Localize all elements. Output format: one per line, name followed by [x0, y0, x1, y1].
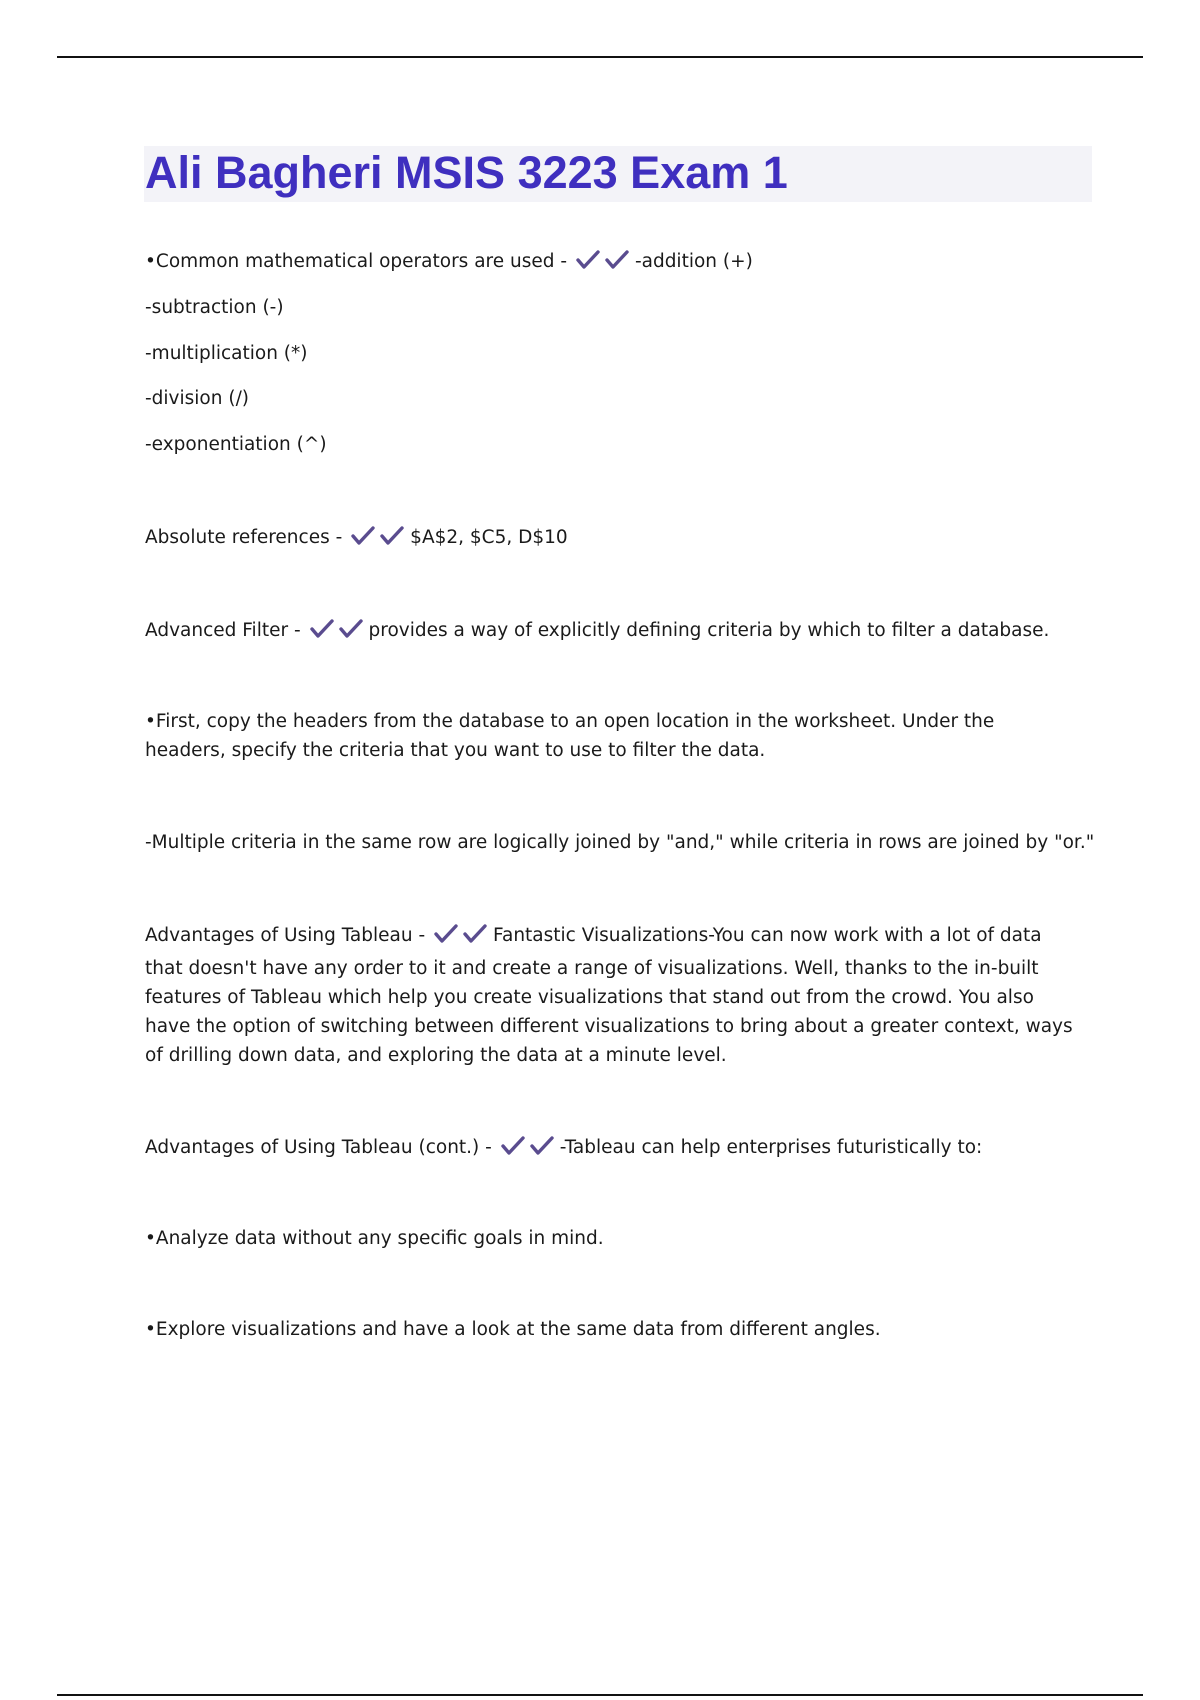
advanced-filter-step-2: -Multiple criteria in the same row are logically joined by "and," while criteria in rows are joined by "or.": [145, 832, 1095, 853]
bottom-rule: [57, 1694, 1143, 1696]
flashcard-absolute-references: [145, 523, 568, 556]
double-check-icon: [575, 249, 633, 280]
answer-text: Fantastic Visualizations-You can now work with a lot of data that doesn't have any order to it and create a range of visualizations. Well, thanks to the in-built features of Tableau which help you create visualizations that stand out from the crowd. You also have the option of switching between different visualizations to bring about a greater context, ways of drilling down data, and exploring the data at a minute level.: [145, 925, 1073, 1066]
term-text: Absolute references -: [145, 527, 343, 548]
flashcard-tableau-advantages-cont: [145, 1133, 982, 1166]
term-text: •Common mathematical operators are used -: [145, 251, 568, 272]
double-check-icon: [500, 1135, 558, 1166]
top-rule: [57, 56, 1143, 58]
operator-multiplication: -multiplication (*): [145, 343, 308, 364]
double-check-icon: [350, 525, 408, 556]
answer-text: provides a way of explicitly defining criteria by which to filter a database.: [368, 620, 1050, 641]
tableau-point-explore: •Explore visualizations and have a look at the same data from different angles.: [145, 1319, 881, 1340]
answer-text: $A$2, $C5, D$10: [410, 527, 568, 548]
operator-subtraction: -subtraction (-): [145, 297, 284, 318]
double-check-icon: [433, 923, 491, 954]
answer-text: -Tableau can help enterprises futuristically to:: [559, 1137, 983, 1158]
term-text: Advantages of Using Tableau -: [145, 925, 426, 946]
document-title: Ali Bagheri MSIS 3223 Exam 1: [145, 147, 788, 198]
advanced-filter-step-1: •First, copy the headers from the database to an open location in the worksheet. Under the headers, specify the criteria that you want to use to filter the data.: [145, 711, 995, 761]
flashcard-tableau-advantages: [145, 921, 1080, 1070]
flashcard-operators: [145, 247, 753, 280]
double-check-icon: [309, 618, 367, 649]
term-text: Advantages of Using Tableau (cont.) -: [145, 1137, 492, 1158]
answer-text: -addition (+): [634, 251, 753, 272]
tableau-point-analyze: •Analyze data without any specific goals in mind.: [145, 1228, 604, 1249]
flashcard-advanced-filter: [145, 616, 1049, 649]
term-text: Advanced Filter -: [145, 620, 301, 641]
operator-exponentiation: -exponentiation (^): [145, 434, 327, 455]
operator-division: -division (/): [145, 388, 250, 409]
